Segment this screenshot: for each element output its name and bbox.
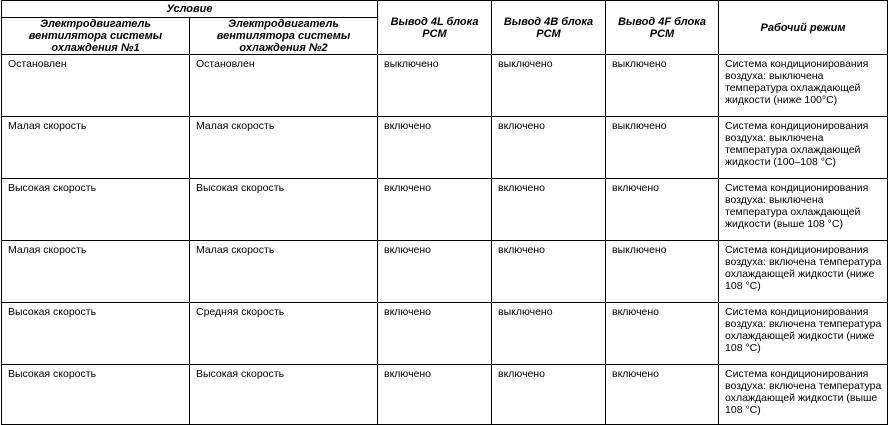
cell-pin-4b: включено xyxy=(492,179,606,241)
header-condition: Условие xyxy=(2,1,378,18)
cell-fan2: Высокая скорость xyxy=(190,365,378,425)
cell-pin-4l: включено xyxy=(378,303,492,365)
cell-fan2: Малая скорость xyxy=(190,117,378,179)
cell-fan2: Малая скорость xyxy=(190,241,378,303)
header-pin-4b: Вывод 4B блока PCM xyxy=(492,1,606,55)
cell-pin-4l: включено xyxy=(378,241,492,303)
table-row xyxy=(2,241,888,303)
cell-pin-4f: включено xyxy=(606,303,719,365)
cell-mode: Система кондиционирования воздуха: включена температура охлаждающей жидкости (выше 108 °C) xyxy=(719,365,888,425)
cell-pin-4b: выключено xyxy=(492,303,606,365)
cell-fan1: Высокая скорость xyxy=(2,365,190,425)
header-pin-4f: Вывод 4F блока PCM xyxy=(606,1,719,55)
cell-pin-4l: включено xyxy=(378,365,492,425)
cell-fan2: Высокая скорость xyxy=(190,179,378,241)
cell-pin-4f: выключено xyxy=(606,117,719,179)
cell-pin-4f: включено xyxy=(606,365,719,425)
header-row-group xyxy=(2,1,888,18)
cell-pin-4b: выключено xyxy=(492,55,606,117)
table-row xyxy=(2,117,888,179)
table-row xyxy=(2,365,888,425)
cell-pin-4l: включено xyxy=(378,179,492,241)
header-pin-4l: Вывод 4L блока PCM xyxy=(378,1,492,55)
cell-fan2: Средняя скорость xyxy=(190,303,378,365)
table-row xyxy=(2,303,888,365)
cell-fan1: Остановлен xyxy=(2,55,190,117)
header-mode: Рабочий режим xyxy=(719,1,888,55)
cell-pin-4b: включено xyxy=(492,241,606,303)
cell-pin-4l: выключено xyxy=(378,55,492,117)
cell-mode: Система кондиционирования воздуха: включена температура охлаждающей жидкости (ниже 108 °C) xyxy=(719,303,888,365)
cell-fan2: Остановлен xyxy=(190,55,378,117)
cell-mode: Система кондиционирования воздуха: выключена температура охлаждающей жидкости (100–108 °C) xyxy=(719,117,888,179)
cell-mode: Система кондиционирования воздуха: выключена температура охлаждающей жидкости (ниже 100°C) xyxy=(719,55,888,117)
cell-pin-4b: включено xyxy=(492,117,606,179)
cell-fan1: Малая скорость xyxy=(2,117,190,179)
cell-fan1: Высокая скорость xyxy=(2,179,190,241)
header-fan1: Электродвигатель вентилятора системы охлаждения №1 xyxy=(2,18,190,55)
table-row xyxy=(2,179,888,241)
fan-operation-table xyxy=(1,0,888,425)
cell-fan1: Малая скорость xyxy=(2,241,190,303)
cell-pin-4b: включено xyxy=(492,365,606,425)
cell-mode: Система кондиционирования воздуха: включена температура охлаждающей жидкости (ниже 108 °C) xyxy=(719,241,888,303)
cell-pin-4l: включено xyxy=(378,117,492,179)
cell-pin-4f: выключено xyxy=(606,55,719,117)
header-fan2: Электродвигатель вентилятора системы охлаждения №2 xyxy=(190,18,378,55)
cell-fan1: Высокая скорость xyxy=(2,303,190,365)
cell-mode: Система кондиционирования воздуха: выключена температура охлаждающей жидкости (выше 108 °C) xyxy=(719,179,888,241)
cell-pin-4f: выключено xyxy=(606,241,719,303)
cell-pin-4f: включено xyxy=(606,179,719,241)
table-row xyxy=(2,55,888,117)
